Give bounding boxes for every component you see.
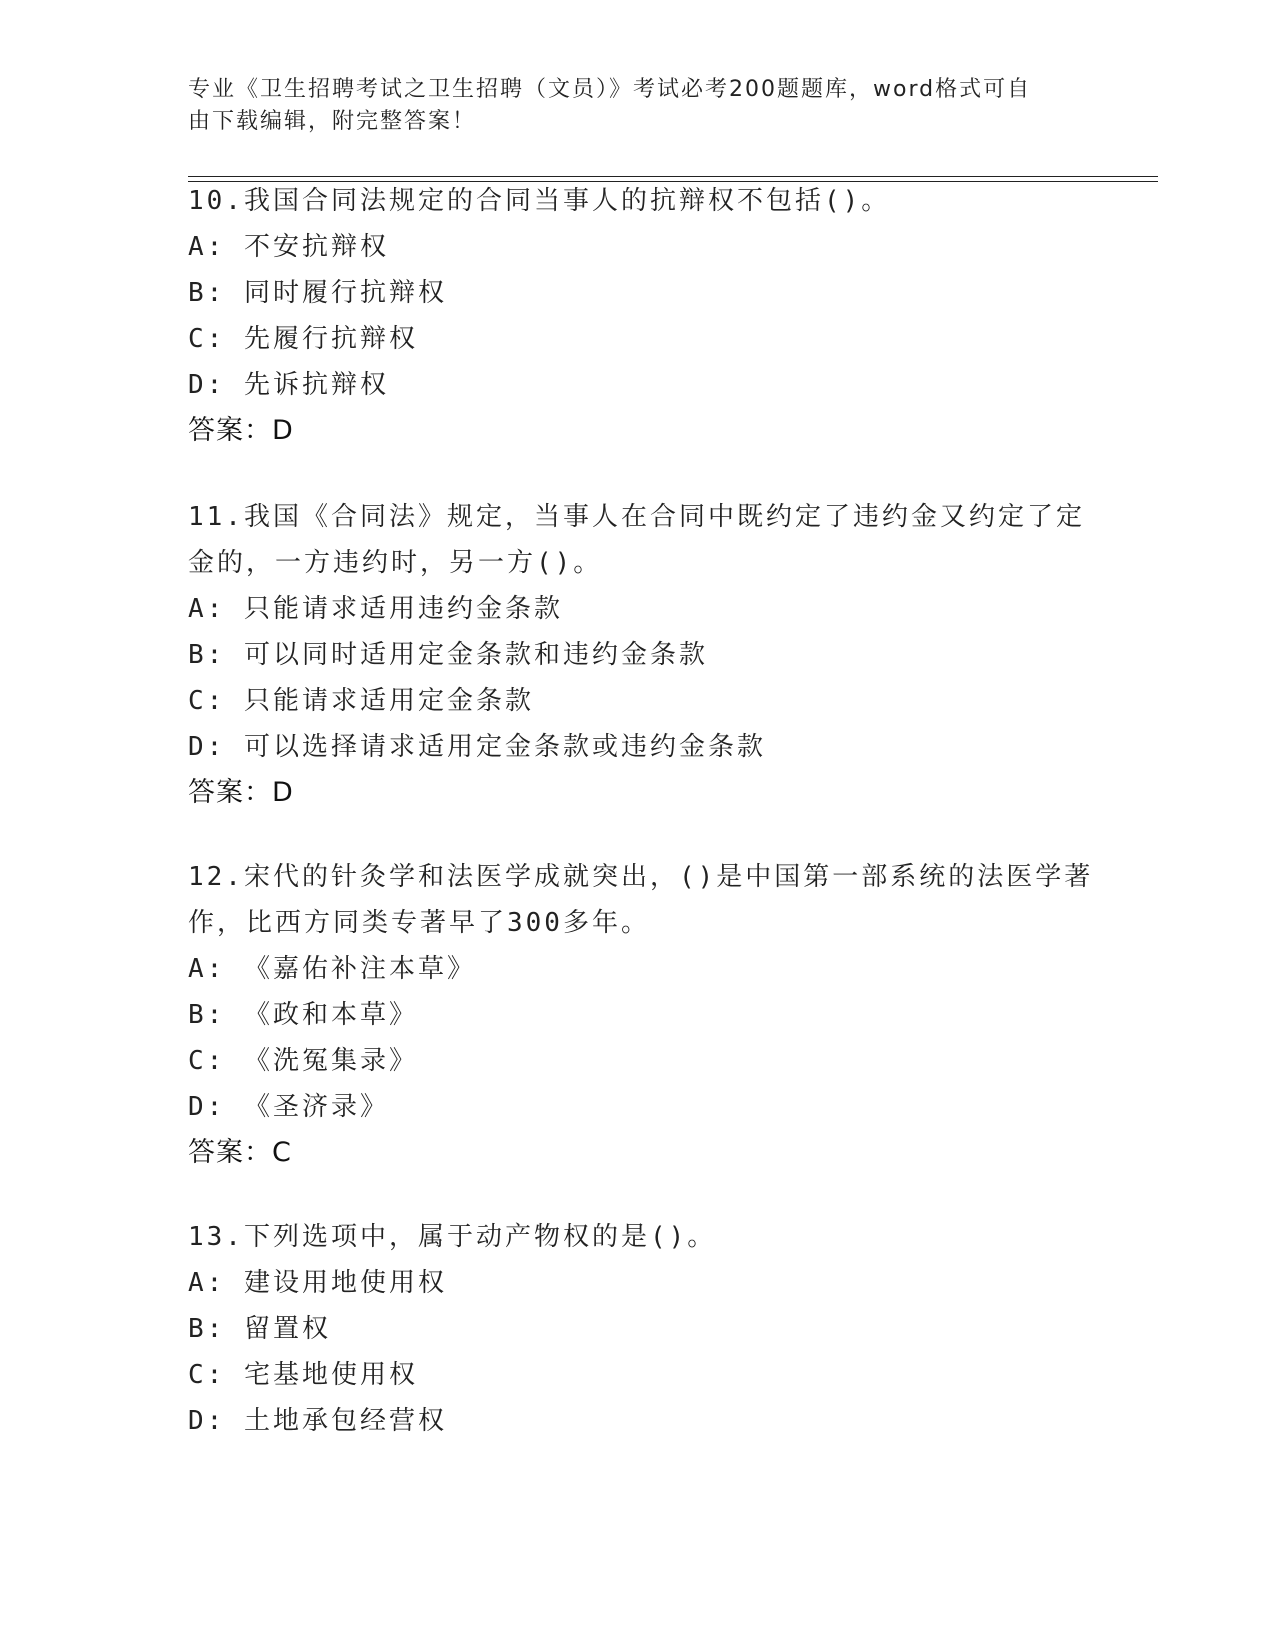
option-d: [188, 362, 1088, 408]
option-label: B:: [188, 278, 226, 308]
answer-line: 答案：C: [188, 1137, 292, 1168]
option-b: [188, 992, 1088, 1038]
option-a: [188, 1260, 1088, 1306]
option-d: [188, 1398, 1088, 1444]
option-text: 同时履行抗辩权: [243, 278, 447, 308]
option-a: [188, 224, 1088, 270]
option-text: 宅基地使用权: [243, 1360, 418, 1390]
option-text: 《洗冤集录》: [243, 1046, 418, 1076]
option-label: C:: [188, 324, 226, 354]
answer-line: 答案：D: [188, 415, 294, 446]
option-text: 建设用地使用权: [243, 1268, 447, 1298]
option-text: 只能请求适用违约金条款: [243, 594, 563, 624]
question-13: [188, 1214, 1088, 1444]
option-text: 留置权: [243, 1314, 331, 1344]
option-text: 先诉抗辩权: [243, 370, 389, 400]
option-label: C:: [188, 1360, 226, 1390]
option-text: 《政和本草》: [243, 1000, 418, 1030]
option-label: C:: [188, 686, 226, 716]
option-c: [188, 1352, 1088, 1398]
option-text: 只能请求适用定金条款: [243, 686, 534, 716]
option-label: C:: [188, 1046, 226, 1076]
option-text: 先履行抗辩权: [243, 324, 418, 354]
option-a: [188, 946, 1088, 992]
option-text: 可以选择请求适用定金条款或违约金条款: [243, 732, 766, 762]
question-stem-line-2: 作，比西方同类专著早了300多年。: [188, 908, 650, 938]
question-stem-line-1: 12.宋代的针灸学和法医学成就突出，()是中国第一部系统的法医学著: [188, 862, 1094, 892]
option-text: 土地承包经营权: [243, 1406, 447, 1436]
option-c: [188, 678, 1088, 724]
option-label: A:: [188, 1268, 226, 1298]
option-label: D:: [188, 1092, 226, 1122]
option-text: 《嘉佑补注本草》: [243, 954, 476, 984]
header-line-1: 专业《卫生招聘考试之卫生招聘（文员）》考试必考200题题库，word格式可自: [188, 77, 1032, 102]
option-label: D:: [188, 1406, 226, 1436]
header-line-2: 由下载编辑，附完整答案！: [188, 109, 477, 134]
option-label: D:: [188, 732, 226, 762]
option-b: [188, 632, 1088, 678]
option-text: 可以同时适用定金条款和违约金条款: [243, 640, 708, 670]
option-b: [188, 1306, 1088, 1352]
option-label: D:: [188, 370, 226, 400]
question-stem-line-1: 11.我国《合同法》规定，当事人在合同中既约定了违约金又约定了定: [188, 502, 1085, 532]
option-text: 不安抗辩权: [243, 232, 389, 262]
option-text: 《圣济录》: [243, 1092, 389, 1122]
question-10: [188, 178, 1088, 454]
option-label: B:: [188, 1000, 226, 1030]
option-label: B:: [188, 1314, 226, 1344]
question-11: [188, 494, 1088, 816]
option-d: [188, 1084, 1088, 1130]
option-c: [188, 316, 1088, 362]
header-divider-top: [188, 176, 1158, 177]
option-label: B:: [188, 640, 226, 670]
option-label: A:: [188, 594, 226, 624]
option-c: [188, 1038, 1088, 1084]
option-d: [188, 724, 1088, 770]
option-a: [188, 586, 1088, 632]
question-stem-line-2: 金的，一方违约时，另一方()。: [188, 548, 603, 578]
option-label: A:: [188, 954, 226, 984]
question-stem: 13.下列选项中，属于动产物权的是()。: [188, 1222, 717, 1252]
question-12: [188, 854, 1094, 1176]
answer-line: 答案：D: [188, 777, 294, 808]
document-header: [188, 74, 1068, 138]
option-b: [188, 270, 1088, 316]
option-label: A:: [188, 232, 226, 262]
question-stem: 10.我国合同法规定的合同当事人的抗辩权不包括()。: [188, 186, 891, 216]
